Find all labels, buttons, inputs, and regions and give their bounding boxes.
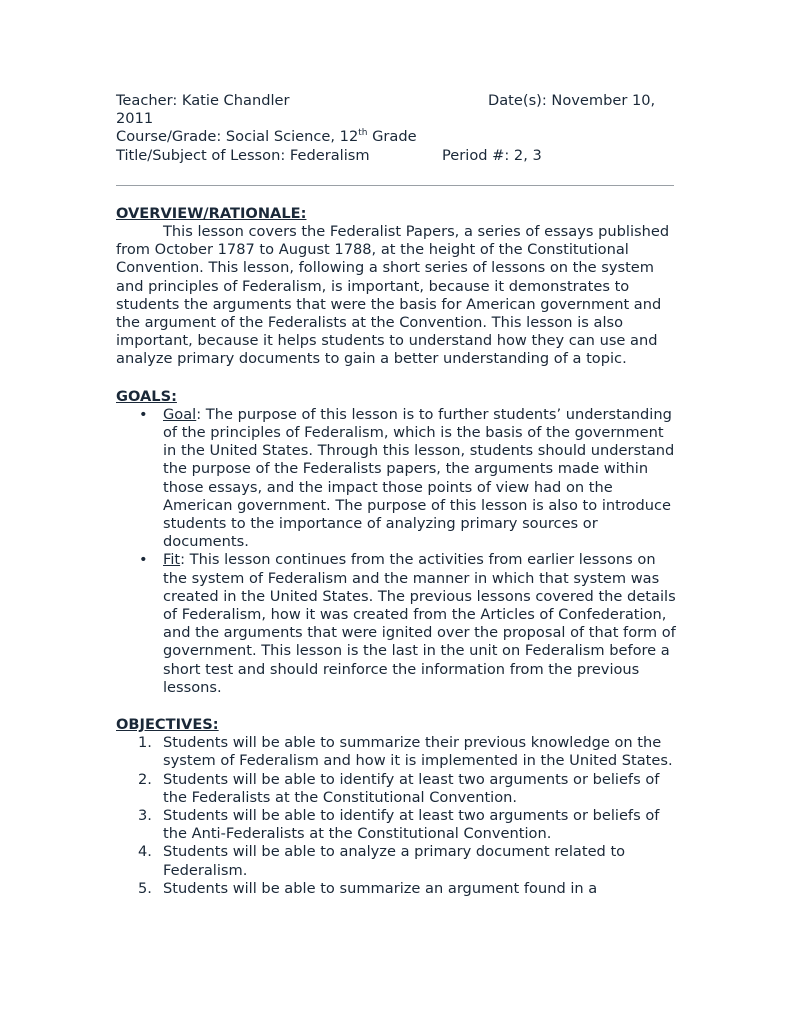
objective-item: [116, 880, 676, 898]
date-field: Date(s): November 10,: [488, 92, 656, 109]
bullet-icon: •: [139, 551, 148, 569]
objective-text: Students will be able to analyze a primary document related to Federalism.: [163, 843, 626, 879]
objective-item: [116, 843, 676, 879]
course-field: [116, 128, 417, 145]
goal-label: Goal: [163, 405, 197, 423]
objective-number: 4.: [138, 843, 152, 861]
goal-text: : The purpose of this lesson is to further students’ understanding of the principles of Federalism, which is the basis of the government in the United States. Through this lesson, students should understand the purpose of the Federalists papers, the arguments made within those essays, and the impact those points of view had on the American government. The purpose of this lesson is also to introduce students to the importance of analyzing primary sources or documents.: [163, 405, 675, 551]
header-line-teacher: [116, 92, 676, 110]
overview-paragraph: This lesson covers the Federalist Papers, a series of essays published from October 1787 to August 1788, at the height of the Constitutional Convention. This lesson, following a short series of lessons on the system and principles of Federalism, is important, because it demonstrates to students the arguments that were the basis for American government and the argument of the Federalists at the Convention. This lesson is also important, because it helps students to understand how they can use and analyze primary documents to gain a better understanding of a topic.: [116, 222, 670, 368]
course-suffix: Grade: [367, 128, 417, 146]
objective-number: 2.: [138, 770, 152, 788]
period-field: Period #: 2, 3: [442, 146, 542, 164]
objective-text: Students will be able to summarize an argument found in a: [163, 879, 598, 897]
course-superscript: th: [358, 127, 368, 138]
course-prefix: Course/Grade: Social Science, 12: [116, 128, 359, 146]
objective-item: [116, 771, 676, 807]
lesson-plan-page: [116, 92, 676, 898]
goals-list: [116, 406, 676, 697]
fit-label: Fit: [163, 551, 181, 569]
header-line-course: [116, 128, 676, 146]
header-line-year: [116, 110, 676, 128]
lesson-header: [116, 92, 676, 165]
overview-heading: OVERVIEW/RATIONALE:: [116, 204, 307, 222]
bullet-icon: •: [139, 405, 148, 423]
objective-item: [116, 807, 676, 843]
header-line-title: [116, 147, 676, 165]
objective-number: 5.: [138, 879, 152, 897]
fit-text: : This lesson continues from the activities from earlier lessons on the system of Federalism and the manner in which that system was created in the United States. The previous lessons covered the details of Federalism, how it was created from the Articles of Confederation, and the arguments that were ignited over the proposal of that form of government. This lesson is the last in the unit on Federalism before a short test and should reinforce the information from the previous lessons.: [163, 551, 676, 696]
lesson-title-field: Title/Subject of Lesson: Federalism: [116, 146, 370, 164]
goals-heading: GOALS:: [116, 387, 177, 405]
teacher-field: Teacher: Katie Chandler: [116, 92, 290, 109]
objectives-heading: OBJECTIVES:: [116, 716, 219, 734]
objective-number: 1.: [138, 734, 152, 752]
objective-number: 3.: [138, 807, 152, 825]
horizontal-divider: [116, 185, 674, 186]
fit-item: [116, 551, 676, 697]
date-year: 2011: [116, 110, 154, 128]
objective-text: Students will be able to summarize their previous knowledge on the system of Federalism and how it is implemented in the United States.: [163, 734, 673, 770]
goal-item: [116, 406, 676, 552]
objective-text: Students will be able to identify at least two arguments or beliefs of the Anti-Federalists at the Constitutional Convention.: [163, 807, 660, 843]
objective-item: [116, 734, 676, 770]
objectives-list: [116, 734, 676, 898]
objective-text: Students will be able to identify at least two arguments or beliefs of the Federalists at the Constitutional Convention.: [163, 770, 660, 806]
